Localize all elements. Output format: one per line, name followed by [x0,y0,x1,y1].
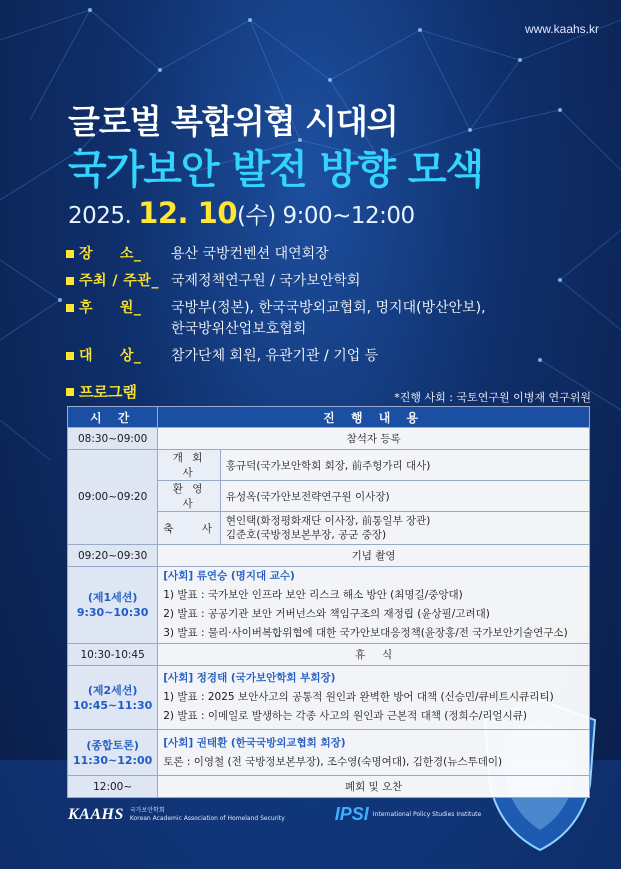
info-key: 장 소_ [79,246,142,262]
info-host [66,271,606,292]
program-label [66,381,137,402]
website-url[interactable]: www.kaahs.kr [524,22,599,36]
program-label-text: 프로그램 [79,383,137,401]
info-audience [66,346,606,367]
row-role: 환 영 사 [158,481,221,512]
row-content-line2: 김준호(국방정보본부장, 공군 중장) [225,529,387,541]
bullet-icon [66,250,74,258]
date-bold: 12. 10 [138,196,237,230]
row-content [158,567,590,644]
session-time: 9:30~10:30 [76,606,149,619]
kaahs-sub2: Korean Academic Association of Homeland Security [129,814,285,822]
row-content: 참석자 등록 [158,428,590,450]
session-head: [사회] 정경태 (국가보안학회 부회장) [163,672,336,684]
ipsi-mark: IPSI [334,804,369,824]
header-content: 진 행 내 용 [158,407,590,428]
row-content: 기념 촬영 [158,545,590,567]
event-date [68,196,415,230]
session-item: 1) 발표 : 2025 보안사고의 공통적 원인과 완벽한 방어 대책 (신승민/큐비트시큐리티) [163,691,554,703]
row-time: 09:20~09:30 [68,545,158,567]
row-content [158,730,590,776]
info-value [171,298,606,340]
info-key: 후 원_ [79,300,142,316]
ipsi-logo [335,804,481,825]
header-time: 시 간 [68,407,158,428]
row-time [68,567,158,644]
info-value: 참가단체 회원, 유관기관 / 기업 등 [171,348,379,364]
row-content [220,512,589,545]
session-item: 3) 발표 : 물리·사이버복합위협에 대한 국가안보대응정책(윤장홍/전 국가보안기술연구소) [163,627,568,639]
session-time: 10:45~11:30 [73,698,153,712]
info-value: 국제정책연구원 / 국가보안학회 [171,273,361,289]
row-time [68,666,158,730]
session-head: [사회] 류연승 (명지대 교수) [163,570,295,582]
table-row [68,545,590,567]
info-value-line2: 한국방위산업보호협회 [171,321,307,337]
row-content: 휴 식 [158,644,590,666]
session-item: 토론 : 이영철 (전 국방정보본부장), 조수영(숙명여대), 김한경(뉴스투데이) [163,755,503,768]
kaahs-sub1: 국가보안학회 [129,806,165,814]
row-content: 폐회 및 오찬 [158,776,590,798]
row-content: 홍규덕(국가보안학회 회장, 前주헝가리 대사) [220,450,589,481]
row-time: 12:00~ [68,776,158,798]
session-item: 2) 발표 : 이메일로 발생하는 각종 사고의 원인과 근본적 대책 (정희수/리얼시큐) [163,710,527,722]
row-content: 유성옥(국가안보전략연구원 이사장) [220,481,589,512]
row-time: 08:30~09:00 [68,428,158,450]
session-item: 1) 발표 : 국가보안 인프라 보안 리스크 해소 방안 (최명길/중앙대) [163,589,463,601]
schedule-table [67,406,590,798]
footer-logos [68,804,481,825]
session-head: [사회] 권태환 (한국국방외교협회 회장) [163,736,346,749]
table-row [68,644,590,666]
moderator-note: *진행 사회 : 국토연구원 이병재 연구위원 [394,391,591,404]
session-label: (제1세션) [87,591,138,604]
table-header [68,407,590,428]
row-time: 09:00~09:20 [68,450,158,545]
row-content [158,666,590,730]
info-venue [66,244,606,265]
title-line-1: 글로벌 복합위협 시대의 [68,102,398,141]
info-value: 용산 국방컨벤션 대연회장 [171,246,329,262]
session-time: 11:30~12:00 [73,753,153,767]
bullet-icon [66,277,74,285]
row-time [68,730,158,776]
kaahs-mark: KAAHS [68,805,124,823]
info-key: 대 상_ [79,348,142,364]
info-sponsor [66,298,606,340]
table-row [68,450,590,481]
row-role: 개 회 사 [158,450,221,481]
bullet-icon [66,304,74,312]
kaahs-logo [68,806,285,824]
table-row [68,666,590,730]
info-value-line1: 국방부(정본), 한국국방외교협회, 명지대(방산안보), [171,300,486,316]
session-label: (제2세션) [87,683,138,697]
date-prefix: 2025. [68,203,132,229]
session-item: 2) 발표 : 공공기관 보안 거버넌스와 책임구조의 재정립 (윤상필/고려대) [163,608,490,620]
kaahs-subtext [130,807,285,823]
row-content-line1: 현인택(화정평화재단 이사장, 前통일부 장관) [225,515,431,527]
row-time: 10:30-10:45 [68,644,158,666]
table-row [68,776,590,798]
event-info [66,244,606,373]
ipsi-subtext: International Policy Studies Institute [372,811,482,818]
info-key: 주최 / 주관_ [79,273,159,289]
bullet-icon [66,388,74,396]
table-row [68,428,590,450]
bullet-icon [66,352,74,360]
date-suffix: (수) 9:00~12:00 [237,203,415,229]
table-row [68,730,590,776]
table-row [68,567,590,644]
row-role: 축 사 [158,512,221,545]
title-line-2: 국가보안 발전 방향 모색 [68,147,484,193]
session-label: (종합토론) [86,738,139,752]
